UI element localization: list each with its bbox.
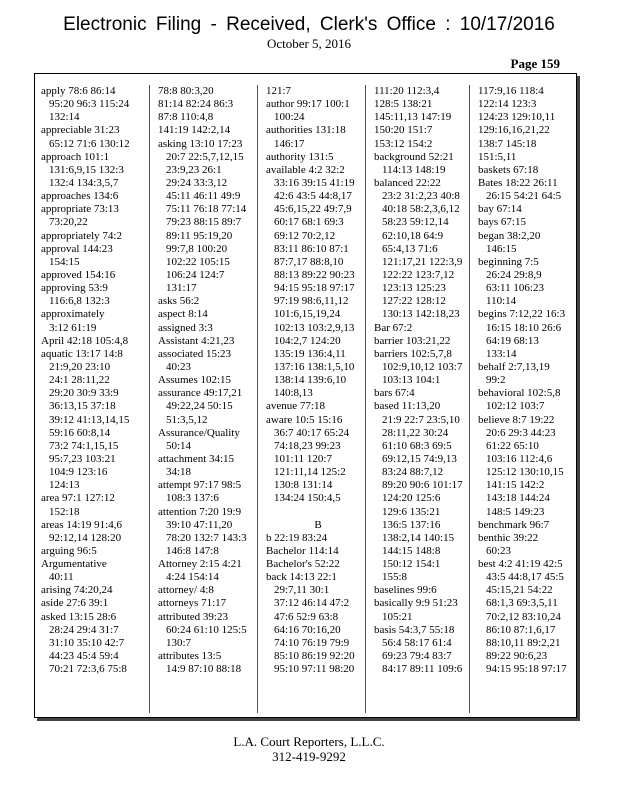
index-entry-line: 128:5 138:21: [374, 98, 433, 111]
index-entry-line: balanced 22:22: [374, 176, 441, 189]
index-entry-line: 68:1,3 69:3,5,11: [486, 597, 558, 610]
index-entry-line: 23:9,23 26:1: [166, 163, 222, 176]
index-entry-line: 130:7: [166, 636, 192, 649]
index-entry-line: 45:11 46:11 49:9: [166, 190, 241, 203]
index-entry-line: 62:10,18 64:9: [382, 229, 444, 242]
index-entry-line: 45:15,21 54:22: [486, 584, 553, 597]
index-entry-line: 129:6 135:21: [382, 505, 441, 518]
index-entry-line: avenue 77:18: [266, 400, 325, 413]
index-entry-line: Assurance/Quality: [158, 426, 240, 439]
index-entry-line: aside 27:6 39:1: [41, 597, 109, 610]
index-entry-line: 87:7,17 88:8,10: [274, 255, 344, 268]
index-entry-line: authorities 131:18: [266, 124, 346, 137]
index-entry-line: 130:13 142:18,23: [382, 308, 460, 321]
index-entry-line: Bar 67:2: [374, 321, 413, 334]
index-entry-line: 100:24: [274, 111, 305, 124]
index-entry-line: 131:17: [166, 282, 197, 295]
index-entry-line: background 52:21: [374, 150, 454, 163]
court-reporter-name: L.A. Court Reporters, L.L.C.: [233, 734, 385, 749]
index-entry-line: 61:22 65:10: [486, 439, 539, 452]
index-entry-line: 130:8 131:14: [274, 479, 333, 492]
index-entry-line: appreciable 31:23: [41, 124, 120, 137]
index-entry-line: Bachelor 114:14: [266, 544, 339, 557]
index-entry-line: 138:14 139:6,10: [274, 374, 347, 387]
index-entry-line: 138:2,14 140:15: [382, 531, 455, 544]
index-entry-line: assigned 3:3: [158, 321, 213, 334]
index-entry-line: arising 74:20,24: [41, 584, 113, 597]
index-entry-line: 43:5 44:8,17 45:5: [486, 571, 564, 584]
index-entry-line: 47:6 52:9 63:8: [274, 610, 339, 623]
index-entry-line: appropriate 73:13: [41, 203, 119, 216]
index-entry-line: 33:16 39:15 41:19: [274, 176, 355, 189]
index-entry-line: 125:12 130:10,15: [486, 466, 564, 479]
index-entry-line: beginning 7:5: [478, 255, 539, 268]
index-entry-line: 154:15: [49, 255, 80, 268]
index-entry-line: Attorney 2:15 4:21: [158, 558, 242, 571]
index-entry-line: 78:8 80:3,20: [158, 85, 214, 97]
index-entry-line: 28:11,22 30:24: [382, 426, 449, 439]
index-column-1: [41, 85, 147, 713]
index-entry-line: authority 131:5: [266, 150, 334, 163]
index-entry-line: 134:24 150:4,5: [274, 492, 341, 505]
index-entry-line: 122:22 123:7,12: [382, 268, 455, 281]
index-entry-line: aquatic 13:17 14:8: [41, 347, 123, 360]
index-entry-line: asking 13:10 17:23: [158, 137, 243, 150]
index-entry-line: b 22:19 83:24: [266, 531, 328, 544]
index-entry-line: 108:3 137:6: [166, 492, 219, 505]
index-entry-line: 74:10 76:19 79:9: [274, 636, 350, 649]
index-entry-line: 129:16,16,21,22: [478, 124, 550, 137]
index-entry-line: approach 101:1: [41, 150, 110, 163]
index-entry-line: benthic 39:22: [478, 531, 539, 544]
index-entry-line: 37:12 46:14 47:2: [274, 597, 350, 610]
index-entry-line: 140:8,13: [274, 387, 313, 400]
index-entry-line: basically 9:9 51:23: [374, 597, 458, 610]
index-entry-line: 132:4 134:3,5,7: [49, 176, 119, 189]
index-entry-line: areas 14:19 91:4,6: [41, 518, 122, 531]
index-entry-line: 64:16 70:16,20: [274, 623, 341, 636]
index-entry-line: 21:9,20 23:10: [49, 360, 111, 373]
index-entry-line: bays 67:15: [478, 216, 526, 229]
index-entry-line: 104:2,7 124:20: [274, 334, 341, 347]
index-entry-line: 141:15 142:2: [486, 479, 545, 492]
index-entry-line: 124:13: [49, 479, 80, 492]
index-entry-line: attributes 13:5: [158, 650, 222, 663]
index-entry-line: 59:16 60:8,14: [49, 426, 111, 439]
index-entry-line: 89:11 95:19,20: [166, 229, 233, 242]
index-entry-line: 104:9 123:16: [49, 466, 108, 479]
index-entry-line: assurance 49:17,21: [158, 387, 243, 400]
index-entry-line: behavioral 102:5,8: [478, 387, 561, 400]
index-entry-line: 121:7: [266, 85, 292, 97]
index-entry-line: 97:19 98:6,11,12: [274, 295, 349, 308]
index-entry-line: 58:23 59:12,14: [382, 216, 449, 229]
index-entry-line: 111:20 112:3,4: [374, 85, 440, 97]
index-entry-line: 95:20 96:3 115:24: [49, 98, 130, 111]
index-entry-line: behalf 2:7,13,19: [478, 360, 550, 373]
index-entry-line: area 97:1 127:12: [41, 492, 115, 505]
index-entry-line: approaches 134:6: [41, 190, 119, 203]
index-entry-line: 26:24 29:8,9: [486, 268, 542, 281]
index-entry-line: 39:10 47:11,20: [166, 518, 233, 531]
index-box: [34, 73, 577, 718]
index-entry-line: back 14:13 22:1: [266, 571, 337, 584]
index-entry-line: 28:24 29:4 31:7: [49, 623, 119, 636]
index-entry-line: 106:24 124:7: [166, 268, 225, 281]
index-entry-line: attorneys 71:17: [158, 597, 227, 610]
index-entry-line: 29:24 33:3,12: [166, 176, 228, 189]
index-entry-line: 116:6,8 132:3: [49, 295, 110, 308]
index-entry-line: bay 67:14: [478, 203, 522, 216]
index-entry-line: arguing 96:5: [41, 544, 97, 557]
index-entry-line: 92:12,14 128:20: [49, 531, 122, 544]
index-entry-line: 26:15 54:21 64:5: [486, 190, 562, 203]
page-number: Page 159: [510, 56, 560, 71]
index-entry-line: April 42:18 105:4,8: [41, 334, 129, 347]
index-entry-line: 60:23: [486, 544, 512, 557]
index-entry-line: 138:7 145:18: [478, 137, 537, 150]
index-entry-line: 79:23 88:15 89:7: [166, 216, 242, 229]
index-entry-line: approximately: [41, 308, 105, 321]
index-entry-line: 89:22 90:6,23: [486, 650, 548, 663]
transcript-date: October 5, 2016: [266, 36, 352, 51]
index-entry-line: 39:12 41:13,14,15: [49, 413, 130, 426]
index-entry-line: 121:11,14 125:2: [274, 466, 346, 479]
index-entry-line: approval 144:23: [41, 242, 113, 255]
index-entry-line: 61:10 68:3 69:5: [382, 439, 452, 452]
index-entry-line: 143:18 144:24: [486, 492, 550, 505]
index-entry-line: attributed 39:23: [158, 610, 228, 623]
index-entry-line: 151:5,11: [478, 150, 517, 163]
index-entry-line: 124:20 125:6: [382, 492, 441, 505]
index-entry-line: 150:12 154:1: [382, 558, 441, 571]
index-entry-line: 86:10 87:1,6,17: [486, 623, 556, 636]
index-entry-line: 102:12 103:7: [486, 400, 545, 413]
index-entry-line: 20:7 22:5,7,12,15: [166, 150, 244, 163]
index-entry-line: 133:14: [486, 347, 517, 360]
index-entry-line: 152:18: [49, 505, 80, 518]
index-entry-line: aware 10:5 15:16: [266, 413, 343, 426]
index-entry-line: 89:20 90:6 101:17: [382, 479, 463, 492]
index-entry-line: 64:19 68:13: [486, 334, 539, 347]
index-entry-line: 155:8: [382, 571, 408, 584]
index-entry-line: 4:24 154:14: [166, 571, 219, 584]
index-entry-line: 75:11 76:18 77:14: [166, 203, 247, 216]
index-entry-line: 110:14: [486, 295, 517, 308]
index-entry-line: 36:13,15 37:18: [49, 400, 116, 413]
index-entry-line: 99:7,8 100:20: [166, 242, 228, 255]
index-entry-line: Assumes 102:15: [158, 374, 232, 387]
index-entry-line: 121:17,21 122:3,9: [382, 255, 463, 268]
index-entry-line: bars 67:4: [374, 387, 415, 400]
index-entry-line: 85:10 86:19 92:20: [274, 650, 355, 663]
index-entry-line: 83:24 88:7,12: [382, 466, 444, 479]
index-entry-line: 103:13 104:1: [382, 374, 441, 387]
index-entry-line: 69:12,15 74:9,13: [382, 452, 457, 465]
index-entry-line: Bachelor's 52:22: [266, 558, 340, 571]
index-entry-line: 42:6 43:5 44:8,17: [274, 190, 352, 203]
index-entry-line: 70:2,12 83:10,24: [486, 610, 561, 623]
index-entry-line: 105:21: [382, 610, 413, 623]
court-reporter-phone: 312-419-9292: [272, 749, 346, 764]
index-entry-line: 24:1 28:11,22: [49, 374, 110, 387]
index-entry-line: 69:12 70:2,12: [274, 229, 336, 242]
index-entry-line: 132:14: [49, 111, 80, 124]
index-entry-line: 73:2 74:1,15,15: [49, 439, 119, 452]
index-column-3: [257, 85, 370, 713]
index-entry-line: began 38:2,20: [478, 229, 541, 242]
index-entry-line: 51:3,5,12: [166, 413, 208, 426]
index-entry-line: 14:9 87:10 88:18: [166, 663, 242, 676]
index-entry-line: believe 8:7 19:22: [478, 413, 555, 426]
index-entry-line: 102:9,10,12 103:7: [382, 360, 463, 373]
index-entry-line: 127:22 128:12: [382, 295, 446, 308]
index-entry-line: 73:20,22: [49, 216, 88, 229]
index-entry-line: 102:22 105:15: [166, 255, 230, 268]
index-entry-line: baselines 99:6: [374, 584, 437, 597]
index-entry-line: barrier 103:21,22: [374, 334, 451, 347]
index-entry-line: best 4:2 41:19 42:5: [478, 558, 563, 571]
index-entry-line: attorney/ 4:8: [158, 584, 214, 597]
index-entry-line: 95:10 97:11 98:20: [274, 663, 355, 676]
index-entry-line: 69:23 79:4 83:7: [382, 650, 452, 663]
index-column-5: [469, 85, 578, 713]
index-entry-line: 101:6,15,19,24: [274, 308, 341, 321]
index-entry-line: 40:11: [49, 571, 74, 584]
index-entry-line: 84:17 89:11 109:6: [382, 663, 463, 676]
index-entry-line: 70:21 72:3,6 75:8: [49, 663, 127, 676]
index-entry-line: 34:18: [166, 466, 192, 479]
index-entry-line: 94:15 95:18 97:17: [486, 663, 567, 676]
index-entry-line: approving 53:9: [41, 282, 108, 295]
index-entry-line: 65:4,13 71:6: [382, 242, 438, 255]
index-entry-line: attention 7:20 19:9: [158, 505, 242, 518]
index-entry-line: 131:6,9,15 132:3: [49, 163, 124, 176]
index-entry-line: 60:24 61:10 125:5: [166, 623, 247, 636]
index-entry-line: Bates 18:22 26:11: [478, 176, 558, 189]
index-entry-line: Argumentative: [41, 558, 107, 571]
index-entry-line: 81:14 82:24 86:3: [158, 98, 234, 111]
index-column-4: [365, 85, 474, 713]
index-entry-line: 145:11,13 147:19: [374, 111, 452, 124]
index-entry-line: B: [314, 518, 322, 531]
index-entry-line: 16:15 18:10 26:6: [486, 321, 562, 334]
index-entry-line: Assistant 4:21,23: [158, 334, 235, 347]
index-column-2: [149, 85, 262, 713]
index-entry-line: 20:6 29:3 44:23: [486, 426, 556, 439]
index-entry-line: 40:18 58:2,3,6,12: [382, 203, 460, 216]
index-entry-line: 135:19 136:4,11: [274, 347, 346, 360]
index-entry-line: 23:2 31:2,23 40:8: [382, 190, 460, 203]
index-entry-line: apply 78:6 86:14: [41, 85, 116, 97]
index-entry-line: 103:16 112:4,6: [486, 452, 553, 465]
index-entry-line: aspect 8:14: [158, 308, 208, 321]
index-entry-line: asks 56:2: [158, 295, 200, 308]
index-entry-line: 87:8 110:4,8: [158, 111, 214, 124]
filing-stamp: Electronic Filing - Received, Clerk's Office : 10/17/2016: [63, 14, 555, 35]
index-entry-line: 122:14 123:3: [478, 98, 537, 111]
index-entry-line: 40:23: [166, 360, 192, 373]
index-entry-line: 136:5 137:16: [382, 518, 441, 531]
index-entry-line: 3:12 61:19: [49, 321, 97, 334]
index-entry-line: baskets 67:18: [478, 163, 539, 176]
index-entry-line: 49:22,24 50:15: [166, 400, 233, 413]
index-entry-line: 60:17 68:1 69:3: [274, 216, 344, 229]
index-entry-line: attachment 34:15: [158, 452, 235, 465]
index-entry-line: 146:8 147:8: [166, 544, 219, 557]
index-entry-line: barriers 102:5,7,8: [374, 347, 452, 360]
index-entry-line: author 99:17 100:1: [266, 98, 350, 111]
index-entry-line: 74:18,23 99:23: [274, 439, 341, 452]
index-entry-line: begins 7:12,22 16:3: [478, 308, 566, 321]
index-entry-line: 114:13 148:19: [382, 163, 446, 176]
index-entry-line: 148:5 149:23: [486, 505, 545, 518]
index-entry-line: 123:13 125:23: [382, 282, 446, 295]
index-entry-line: 141:19 142:2,14: [158, 124, 231, 137]
index-entry-line: 117:9,16 118:4: [478, 85, 544, 97]
index-entry-line: available 4:2 32:2: [266, 163, 345, 176]
index-entry-line: asked 13:15 28:6: [41, 610, 117, 623]
index-entry-line: 146:15: [486, 242, 517, 255]
index-entry-line: 83:11 86:10 87:1: [274, 242, 349, 255]
index-entry-line: 88:13 89:22 90:23: [274, 268, 355, 281]
index-entry-line: 101:11 120:7: [274, 452, 332, 465]
index-entry-line: 56:4 58:17 61:4: [382, 636, 452, 649]
index-entry-line: 78:20 132:7 143:3: [166, 531, 247, 544]
index-entry-line: 65:12 71:6 130:12: [49, 137, 130, 150]
index-entry-line: associated 15:23: [158, 347, 232, 360]
index-entry-line: 21:9 22:7 23:5,10: [382, 413, 460, 426]
index-entry-line: 45:6,15,22 49:7,9: [274, 203, 352, 216]
index-entry-line: 124:23 129:10,11: [478, 111, 556, 124]
index-entry-line: 88:10,11 89:2,21: [486, 636, 561, 649]
index-entry-line: 153:12 154:2: [374, 137, 433, 150]
index-entry-line: appropriately 74:2: [41, 229, 122, 242]
index-entry-line: 94:15 95:18 97:17: [274, 282, 355, 295]
index-entry-line: 99:2: [486, 374, 506, 387]
index-entry-line: 102:13 103:2,9,13: [274, 321, 355, 334]
index-entry-line: 146:17: [274, 137, 305, 150]
index-entry-line: benchmark 96:7: [478, 518, 550, 531]
index-entry-line: 95:7,23 103:21: [49, 452, 116, 465]
index-entry-line: 31:10 35:10 42:7: [49, 636, 125, 649]
index-entry-line: 44:23 45:4 59:4: [49, 650, 119, 663]
index-entry-line: 150:20 151:7: [374, 124, 433, 137]
index-entry-line: approved 154:16: [41, 268, 116, 281]
index-entry-line: 29:7,11 30:1: [274, 584, 330, 597]
index-entry-line: basis 54:3,7 55:18: [374, 623, 455, 636]
index-entry-line: 36:7 40:17 65:24: [274, 426, 350, 439]
index-entry-line: 137:16 138:1,5,10: [274, 360, 355, 373]
index-entry-line: 63:11 106:23: [486, 282, 544, 295]
index-entry-line: 29:20 30:9 33:9: [49, 387, 119, 400]
index-entry-line: attempt 97:17 98:5: [158, 479, 242, 492]
index-entry-line: [266, 506, 370, 519]
index-entry-line: based 11:13,20: [374, 400, 441, 413]
index-entry-line: 144:15 148:8: [382, 544, 441, 557]
index-entry-line: 50:14: [166, 439, 192, 452]
